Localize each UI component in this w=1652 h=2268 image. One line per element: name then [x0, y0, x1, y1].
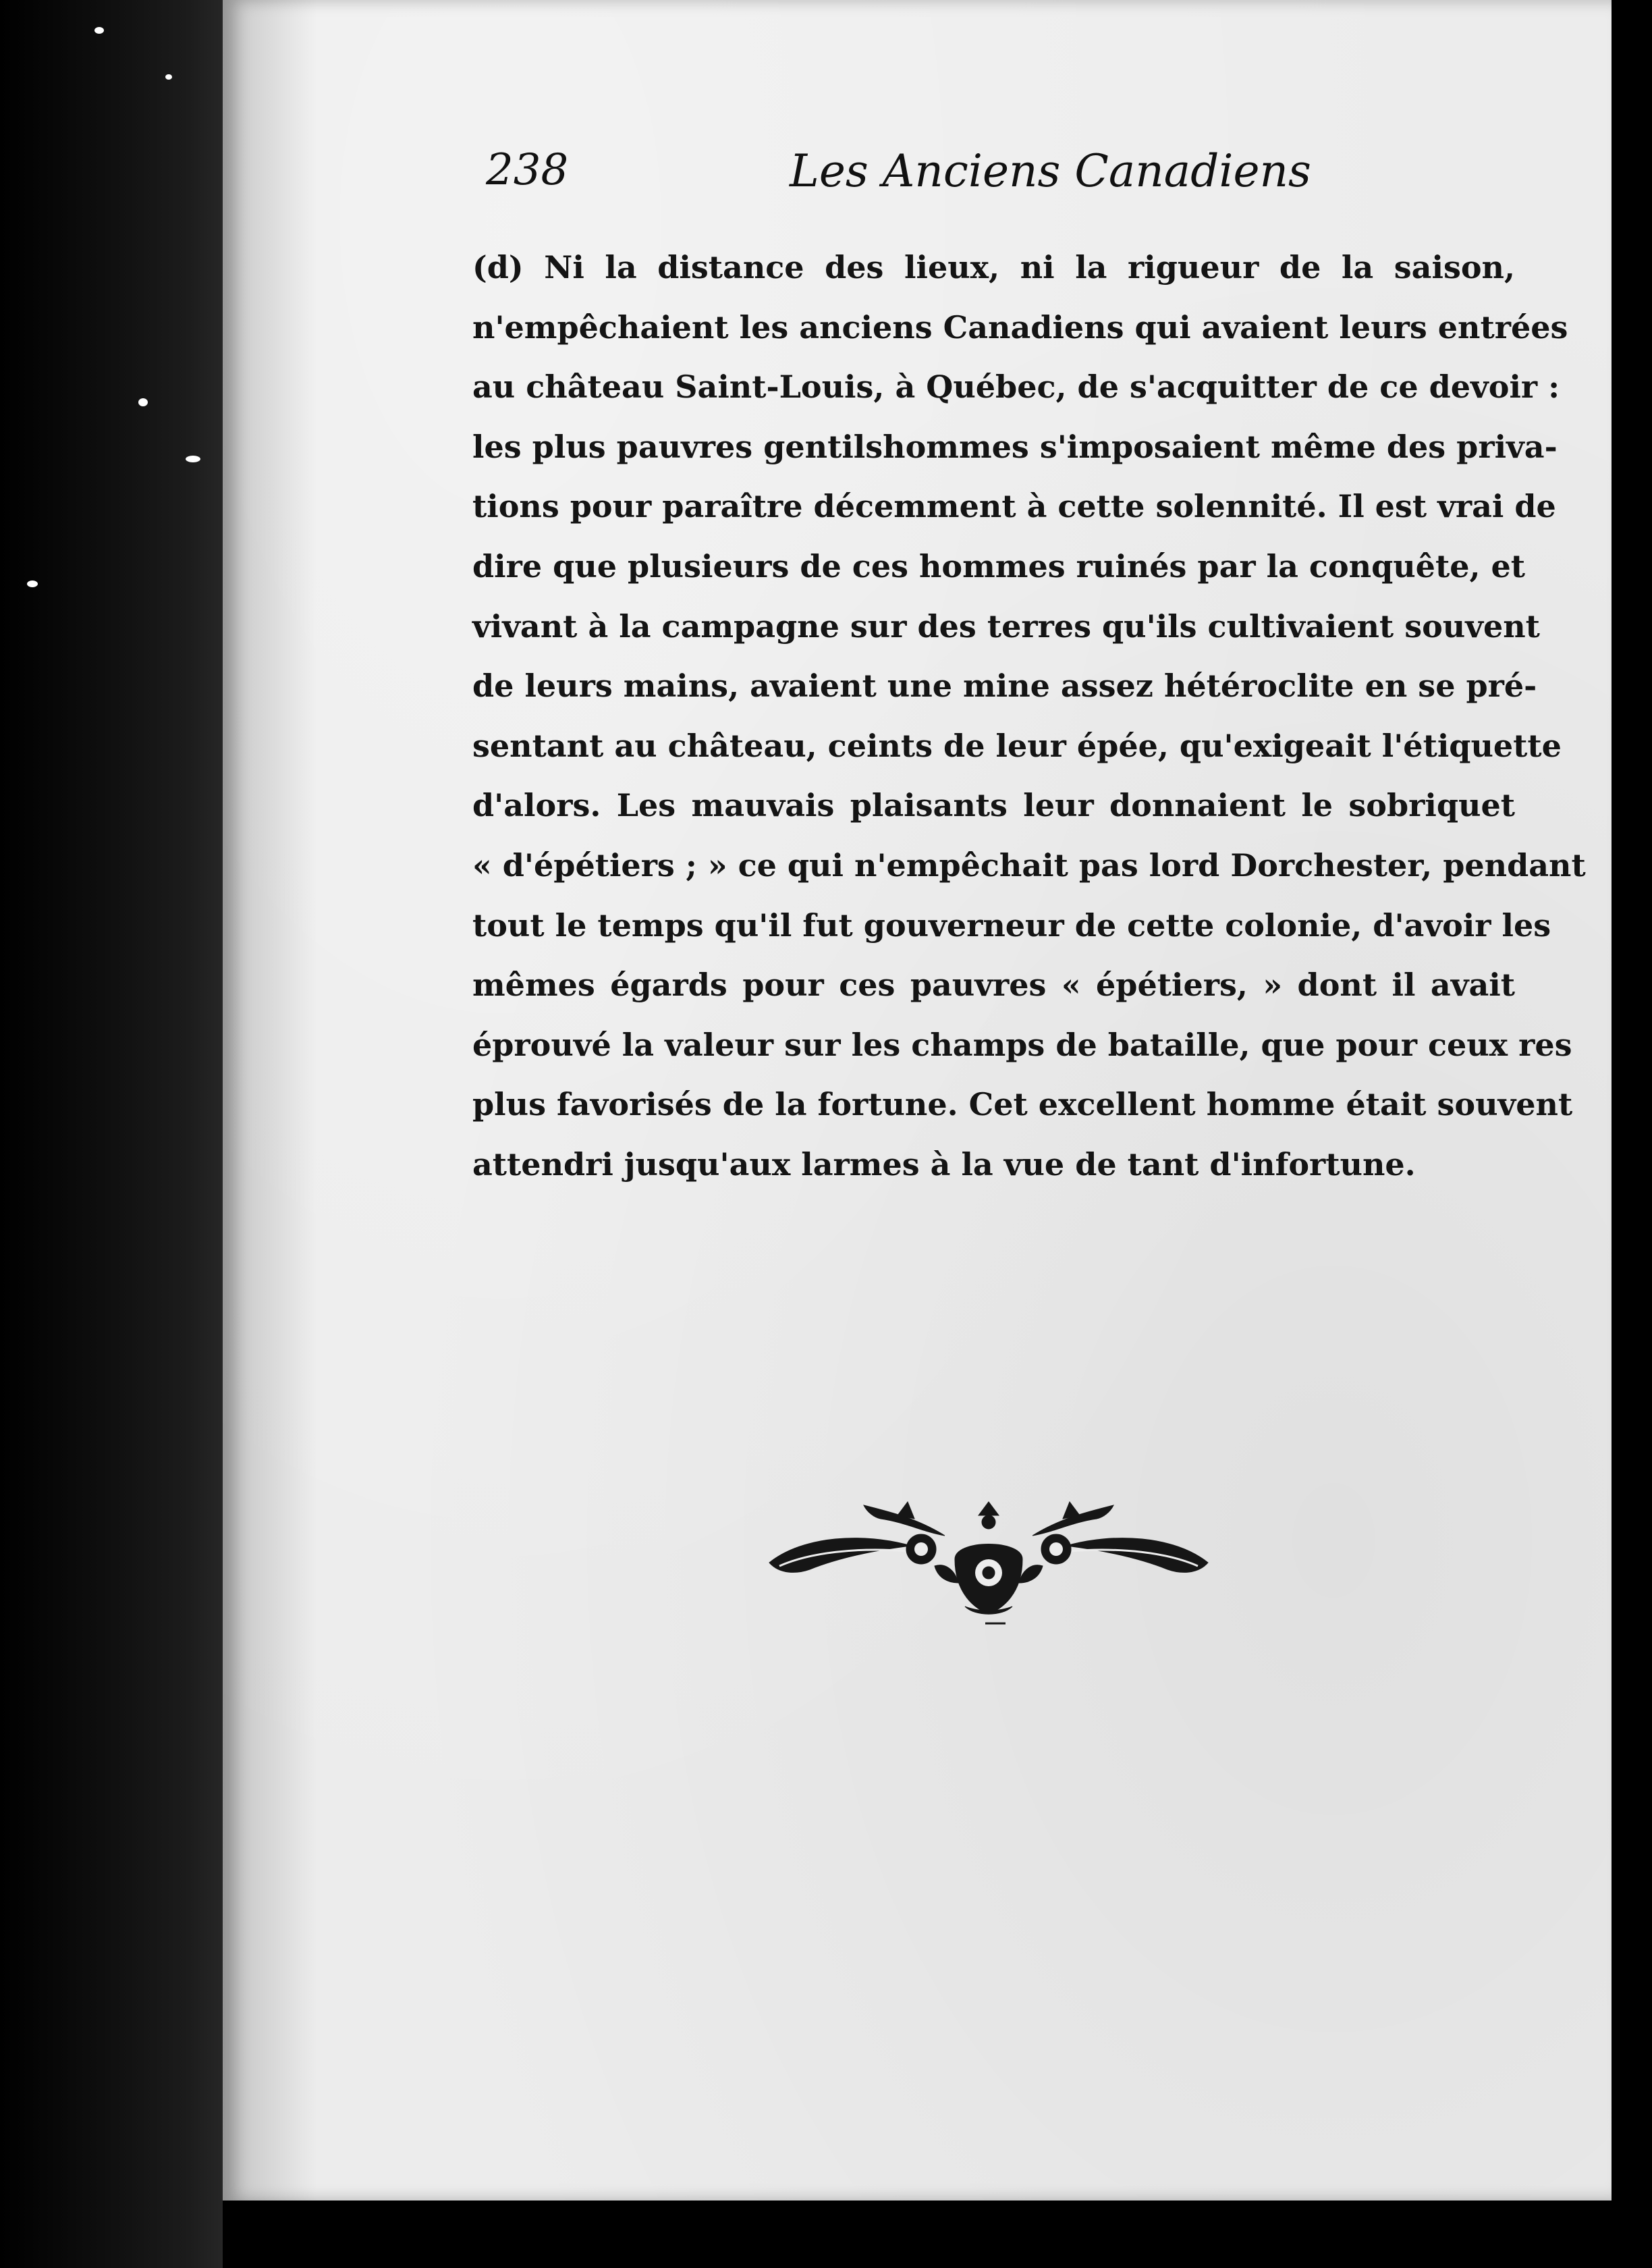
text-line: mêmes égards pour ces pauvres « épétiers, » dont il avait	[472, 967, 1515, 1004]
floral-tailpiece-ornament-icon	[763, 1498, 1215, 1634]
text-line: éprouvé la valeur sur les champs de bataille, que pour ceux res	[472, 1026, 1572, 1063]
text-line: tout le temps qu'il fut gouverneur de cette colonie, d'avoir les	[472, 907, 1551, 944]
scan-speck	[186, 456, 200, 462]
text-line: d'alors. Les mauvais plaisants leur donnaient le sobriquet	[472, 787, 1515, 824]
page-number: 238	[486, 145, 569, 195]
scan-speck	[165, 74, 172, 80]
text-line: au château Saint-Louis, à Québec, de s'acquitter de ce devoir :	[472, 369, 1560, 406]
footnote-text	[472, 238, 1586, 1195]
text-line: plus favorisés de la fortune. Cet excellent homme était souvent	[472, 1086, 1573, 1123]
text-line: tions pour paraître décemment à cette solennité. Il est vrai de	[472, 488, 1556, 525]
text-line: (d) Ni la distance des lieux, ni la rigueur de la saison,	[472, 249, 1515, 286]
dark-right-edge	[1612, 0, 1652, 2268]
scan-speck	[138, 398, 148, 406]
running-title: Les Anciens Canadiens	[790, 145, 1311, 197]
gutter-shadow	[223, 0, 317, 2200]
scan-speck	[27, 580, 38, 587]
text-line: dire que plusieurs de ces hommes ruinés par la conquête, et	[472, 547, 1526, 585]
text-line: sentant au château, ceints de leur épée, qu'exigeait l'étiquette	[472, 727, 1562, 764]
text-line: vivant à la campagne sur des terres qu'ils cultivaient souvent	[472, 608, 1540, 645]
dark-binding-margin	[0, 0, 223, 2268]
text-line: de leurs mains, avaient une mine assez hétéroclite en se pré-	[472, 668, 1537, 705]
dark-bottom-edge	[223, 2200, 1652, 2268]
text-line: « d'épétiers ; » ce qui n'empêchait pas lord Dorchester, pendant	[472, 846, 1586, 884]
scan-speck	[94, 27, 104, 34]
running-head	[486, 145, 1311, 213]
text-line: n'empêchaient les anciens Canadiens qui avaient leurs entrées	[472, 308, 1568, 346]
text-line: attendri jusqu'aux larmes à la vue de tant d'infortune.	[472, 1145, 1416, 1183]
text-line: les plus pauvres gentilshommes s'imposaient même des priva-	[472, 428, 1558, 465]
